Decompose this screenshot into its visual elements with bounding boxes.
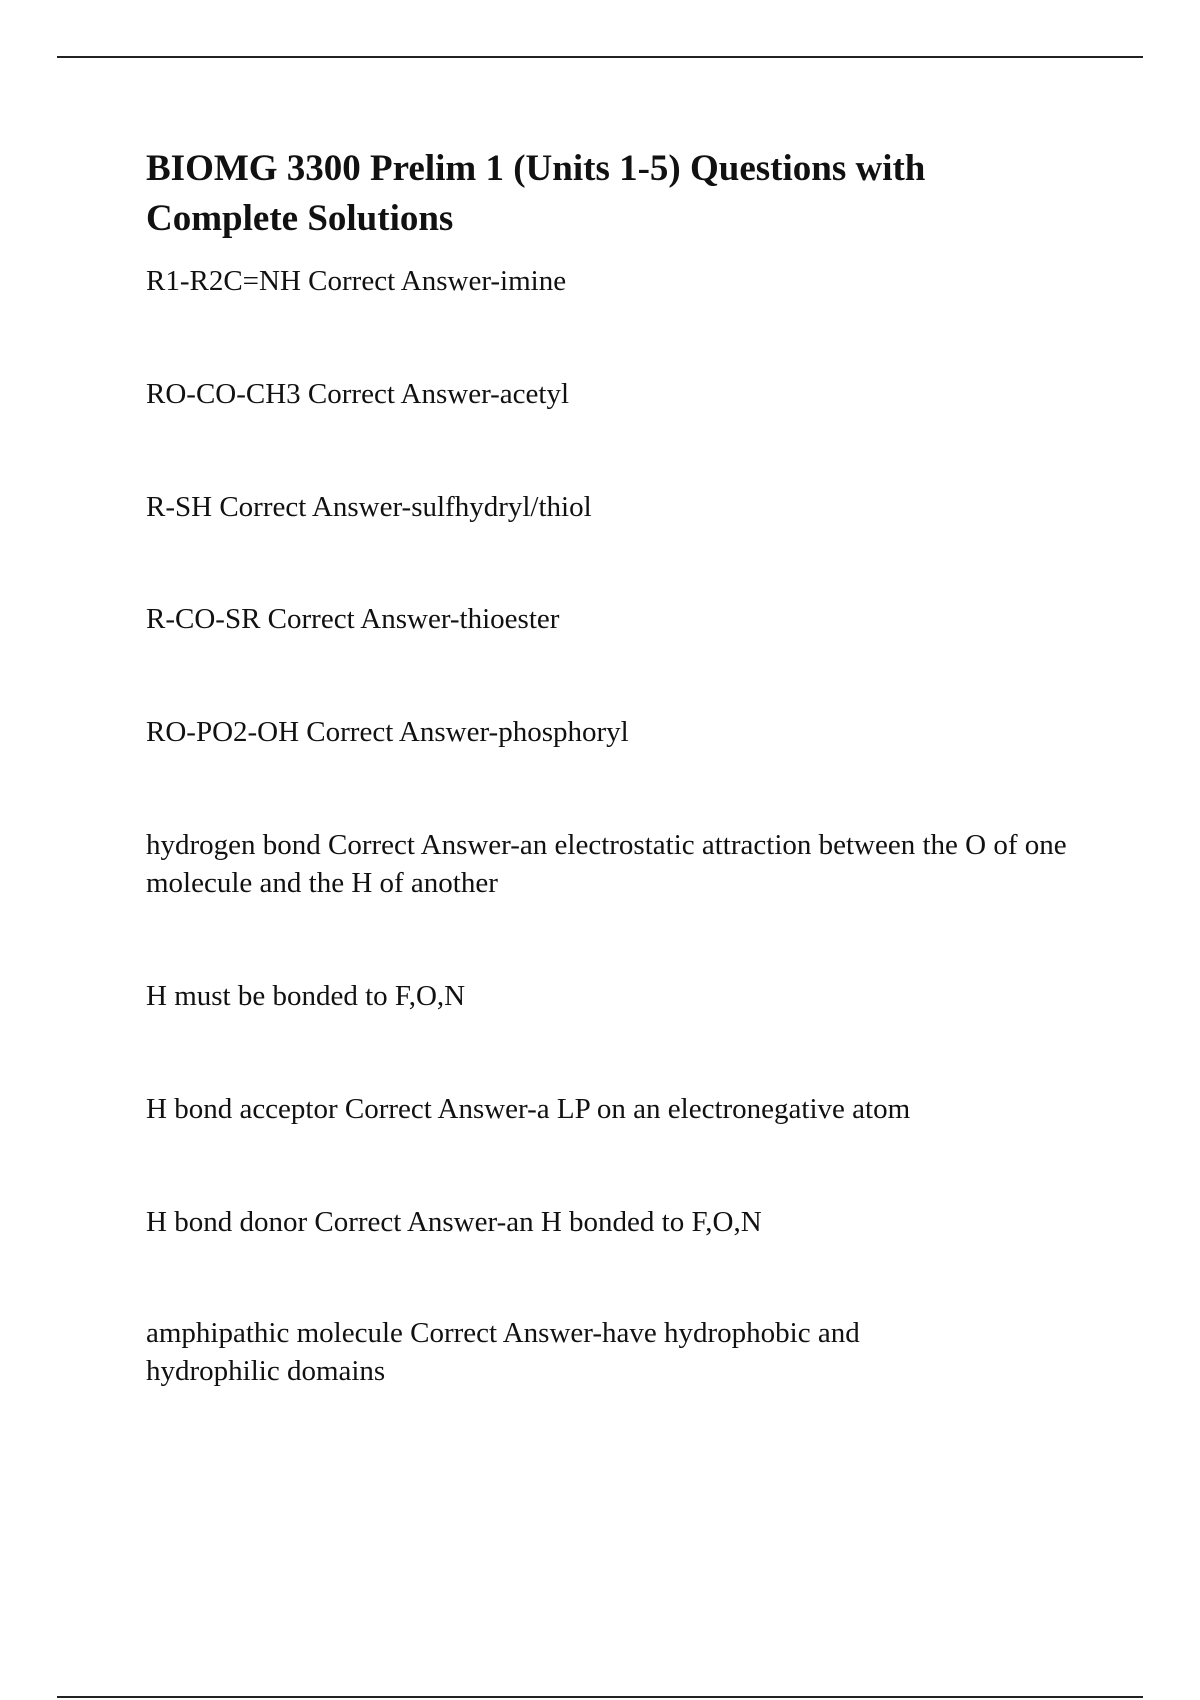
footer-rule bbox=[57, 1696, 1143, 1698]
header-rule bbox=[57, 56, 1143, 58]
document-title bbox=[146, 144, 1096, 244]
qa-item: R1-R2C=NH Correct Answer-imine bbox=[146, 265, 567, 297]
qa-item: amphipathic molecule Correct Answer-have hydrophobic and hydrophilic domains bbox=[146, 1317, 860, 1387]
title-line-1: BIOMG 3300 Prelim 1 (Units 1-5) Questions with bbox=[146, 148, 926, 189]
qa-item: H must be bonded to F,O,N bbox=[146, 980, 466, 1012]
qa-item: R-CO-SR Correct Answer-thioester bbox=[146, 603, 560, 635]
qa-item: hydrogen bond Correct Answer-an electrostatic attraction between the O of one molecule and the H of another bbox=[146, 829, 1067, 899]
qa-item: RO-PO2-OH Correct Answer-phosphoryl bbox=[146, 716, 629, 748]
qa-item: H bond acceptor Correct Answer-a LP on an electronegative atom bbox=[146, 1093, 911, 1125]
qa-item: RO-CO-CH3 Correct Answer-acetyl bbox=[146, 378, 570, 410]
title-line-2: Complete Solutions bbox=[146, 198, 454, 239]
qa-item: H bond donor Correct Answer-an H bonded to F,O,N bbox=[146, 1206, 762, 1238]
document-body bbox=[146, 144, 1096, 1387]
qa-item: R-SH Correct Answer-sulfhydryl/thiol bbox=[146, 491, 592, 523]
